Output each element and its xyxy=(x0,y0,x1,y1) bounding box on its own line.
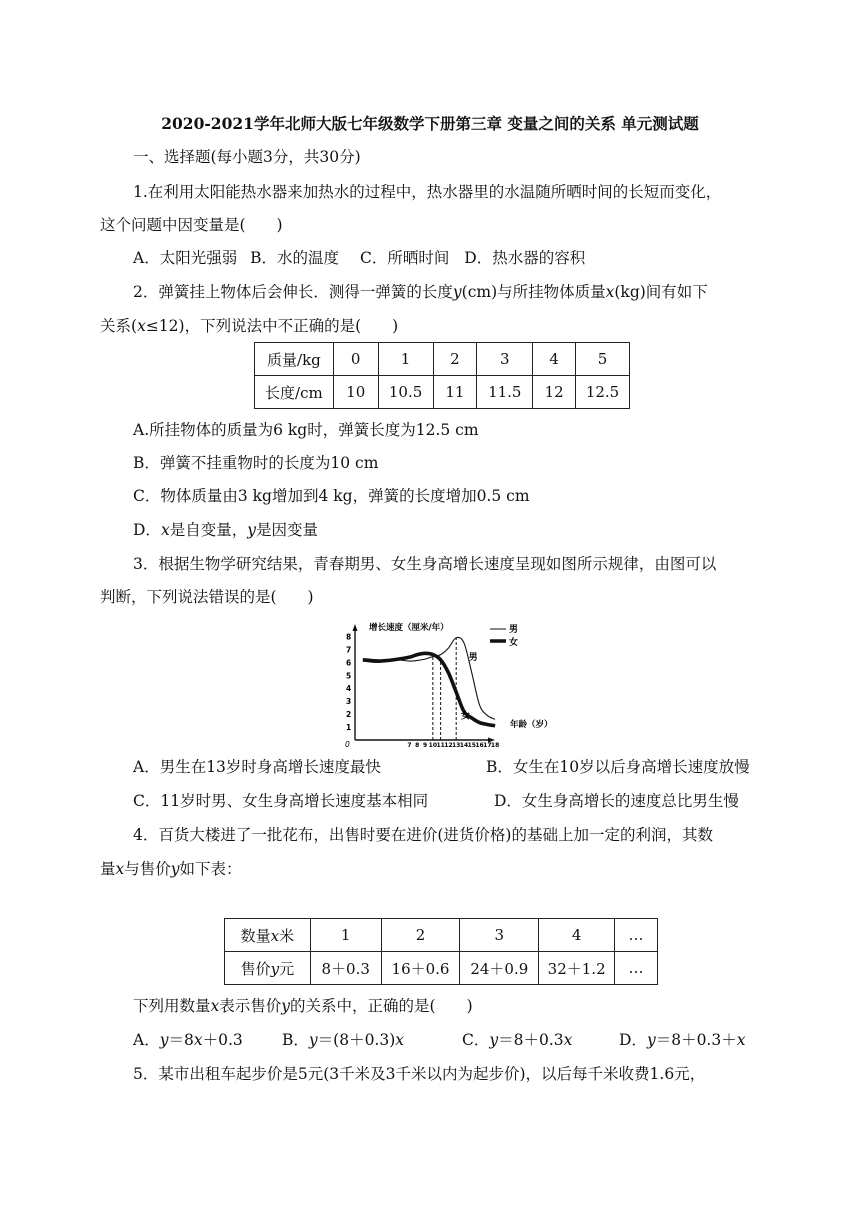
table-row xyxy=(225,919,658,952)
table-cell: 2 xyxy=(433,343,477,376)
y-tick-label: 8 xyxy=(346,632,352,642)
table-cell: … xyxy=(615,919,658,952)
q1-option-c[interactable]: C．所晒时间 xyxy=(359,249,450,267)
x-tick-label: 9 xyxy=(422,742,428,749)
table-row xyxy=(225,952,658,985)
curve-label-female: 女 xyxy=(460,711,470,722)
y-tick-label: 3 xyxy=(346,697,352,707)
q1-stem-line1: 1.在利用太阳能热水器来加热水的过程中，热水器里的水温随所晒时间的长短而变化， xyxy=(133,183,722,201)
q2-stem-line2: 关系(x≤12)，下列说法中不正确的是( ) xyxy=(100,317,399,335)
table-cell: 24＋0.9 xyxy=(460,952,539,985)
q4-option-b[interactable]: B．y＝(8＋0.3)x xyxy=(282,1031,405,1049)
table-cell: 3 xyxy=(460,919,539,952)
q3-stem-line2: 判断，下列说法错误的是( ) xyxy=(100,588,314,606)
q2-option-d[interactable]: D．x是自变量，y是因变量 xyxy=(133,521,318,539)
q1-stem-line2: 这个问题中因变量是( ) xyxy=(100,216,283,234)
q4-question: 下列用数量x表示售价y的关系中，正确的是( ) xyxy=(133,997,473,1015)
table-cell: 32＋1.2 xyxy=(539,952,615,985)
q4-stem-line2: 量x与售价y如下表： xyxy=(100,860,242,878)
y-axis-label: 增长速度（厘米/年） xyxy=(369,623,449,633)
table-cell: 质量/kg xyxy=(255,343,334,376)
q1-option-a[interactable]: A．太阳光强弱 xyxy=(133,249,238,267)
q4-option-d[interactable]: D．y＝8＋0.3＋x xyxy=(619,1031,746,1049)
y-tick-label: 2 xyxy=(346,710,352,720)
q4-stem-line1: 4．百货大楼进了一批花布，出售时要在进价(进货价格)的基础上加一定的利润，其数 xyxy=(133,826,713,844)
q2-stem-line1: 2．弹簧挂上物体后会伸长．测得一弹簧的长度y(cm)与所挂物体质量x(kg)间有如下 xyxy=(133,283,708,301)
origin-label: 0 xyxy=(345,740,350,749)
table-cell: … xyxy=(615,952,658,985)
q1-option-d[interactable]: D．热水器的容积 xyxy=(464,249,586,267)
legend-label-female: 女 xyxy=(509,638,519,648)
table-cell: 售价y元 xyxy=(225,952,311,985)
q4-table xyxy=(224,918,658,985)
q4-option-a[interactable]: A．y＝8x＋0.3 xyxy=(133,1031,243,1049)
table-cell: 1 xyxy=(310,919,381,952)
q3-option-a[interactable]: A．男生在13岁时身高增长速度最快 xyxy=(133,758,381,776)
q2-option-b[interactable]: B．弹簧不挂重物时的长度为10 cm xyxy=(133,454,379,472)
table-cell: 0 xyxy=(333,343,378,376)
table-cell: 2 xyxy=(381,919,460,952)
q5-stem-line1: 5．某市出租车起步价是5元(3千米及3千米以内为起步价)，以后每千米收费1.6元， xyxy=(133,1065,706,1083)
table-cell: 1 xyxy=(378,343,433,376)
x-tick-label: 10 xyxy=(428,742,438,749)
q2-option-a[interactable]: A.所挂物体的质量为6 kg时，弹簧长度为12.5 cm xyxy=(133,421,479,439)
x-axis-label: 年龄（岁） xyxy=(510,720,553,730)
x-tick-label: 8 xyxy=(415,742,420,749)
x-tick-label: 15 xyxy=(467,742,476,749)
table-row xyxy=(255,376,630,409)
table-row xyxy=(255,343,630,376)
legend-label-male: 男 xyxy=(509,625,519,635)
x-tick-label: 16 xyxy=(475,742,484,749)
curve-label-male: 男 xyxy=(468,652,478,663)
x-tick-label: 13 xyxy=(452,742,461,749)
table-cell: 3 xyxy=(477,343,533,376)
growth-chart xyxy=(343,618,553,749)
y-axis-arrow xyxy=(353,624,358,631)
table-cell: 数量x米 xyxy=(225,919,311,952)
x-tick-label: 12 xyxy=(444,742,453,749)
q3-option-d[interactable]: D．女生身高增长的速度总比男生慢 xyxy=(494,792,739,810)
y-tick-label: 1 xyxy=(346,723,352,733)
table-cell: 4 xyxy=(539,919,615,952)
q3-option-c[interactable]: C．11岁时男、女生身高增长速度基本相同 xyxy=(133,792,429,810)
table-cell: 11 xyxy=(433,376,477,409)
series-male-line xyxy=(363,637,495,719)
table-cell: 4 xyxy=(533,343,576,376)
y-tick-label: 6 xyxy=(346,658,352,668)
table-cell: 16＋0.6 xyxy=(381,952,460,985)
y-tick-label: 5 xyxy=(346,671,352,681)
y-tick-label: 4 xyxy=(346,684,352,694)
q1-option-b[interactable]: B．水的温度 xyxy=(250,249,340,267)
table-cell: 12 xyxy=(533,376,576,409)
table-cell: 11.5 xyxy=(477,376,533,409)
table-cell: 8＋0.3 xyxy=(310,952,381,985)
section-heading: 一、选择题(每小题3分，共30分) xyxy=(133,148,361,166)
y-tick-label: 7 xyxy=(346,645,352,655)
table-cell: 12.5 xyxy=(576,376,630,409)
table-cell: 5 xyxy=(576,343,630,376)
x-tick-label: 17 xyxy=(483,742,492,749)
q1-options xyxy=(133,248,585,268)
q2-table xyxy=(254,342,630,409)
q4-option-c[interactable]: C．y＝8＋0.3x xyxy=(462,1031,573,1049)
q3-option-b[interactable]: B．女生在10岁以后身高增长速度放慢 xyxy=(486,758,750,776)
page-title: 2020-2021学年北师大版七年级数学下册第三章 变量之间的关系 单元测试题 xyxy=(161,114,699,133)
x-tick-label: 7 xyxy=(407,742,412,749)
x-tick-label: 18 xyxy=(490,742,500,749)
q2-option-c[interactable]: C．物体质量由3 kg增加到4 kg，弹簧的长度增加0.5 cm xyxy=(133,487,530,505)
table-cell: 长度/cm xyxy=(255,376,334,409)
table-cell: 10.5 xyxy=(378,376,433,409)
x-tick-label: 14 xyxy=(459,742,469,749)
x-tick-label: 11 xyxy=(436,742,445,749)
q3-stem-line1: 3．根据生物学研究结果，青春期男、女生身高增长速度呈现如图所示规律，由图可以 xyxy=(133,555,717,573)
table-cell: 10 xyxy=(333,376,378,409)
